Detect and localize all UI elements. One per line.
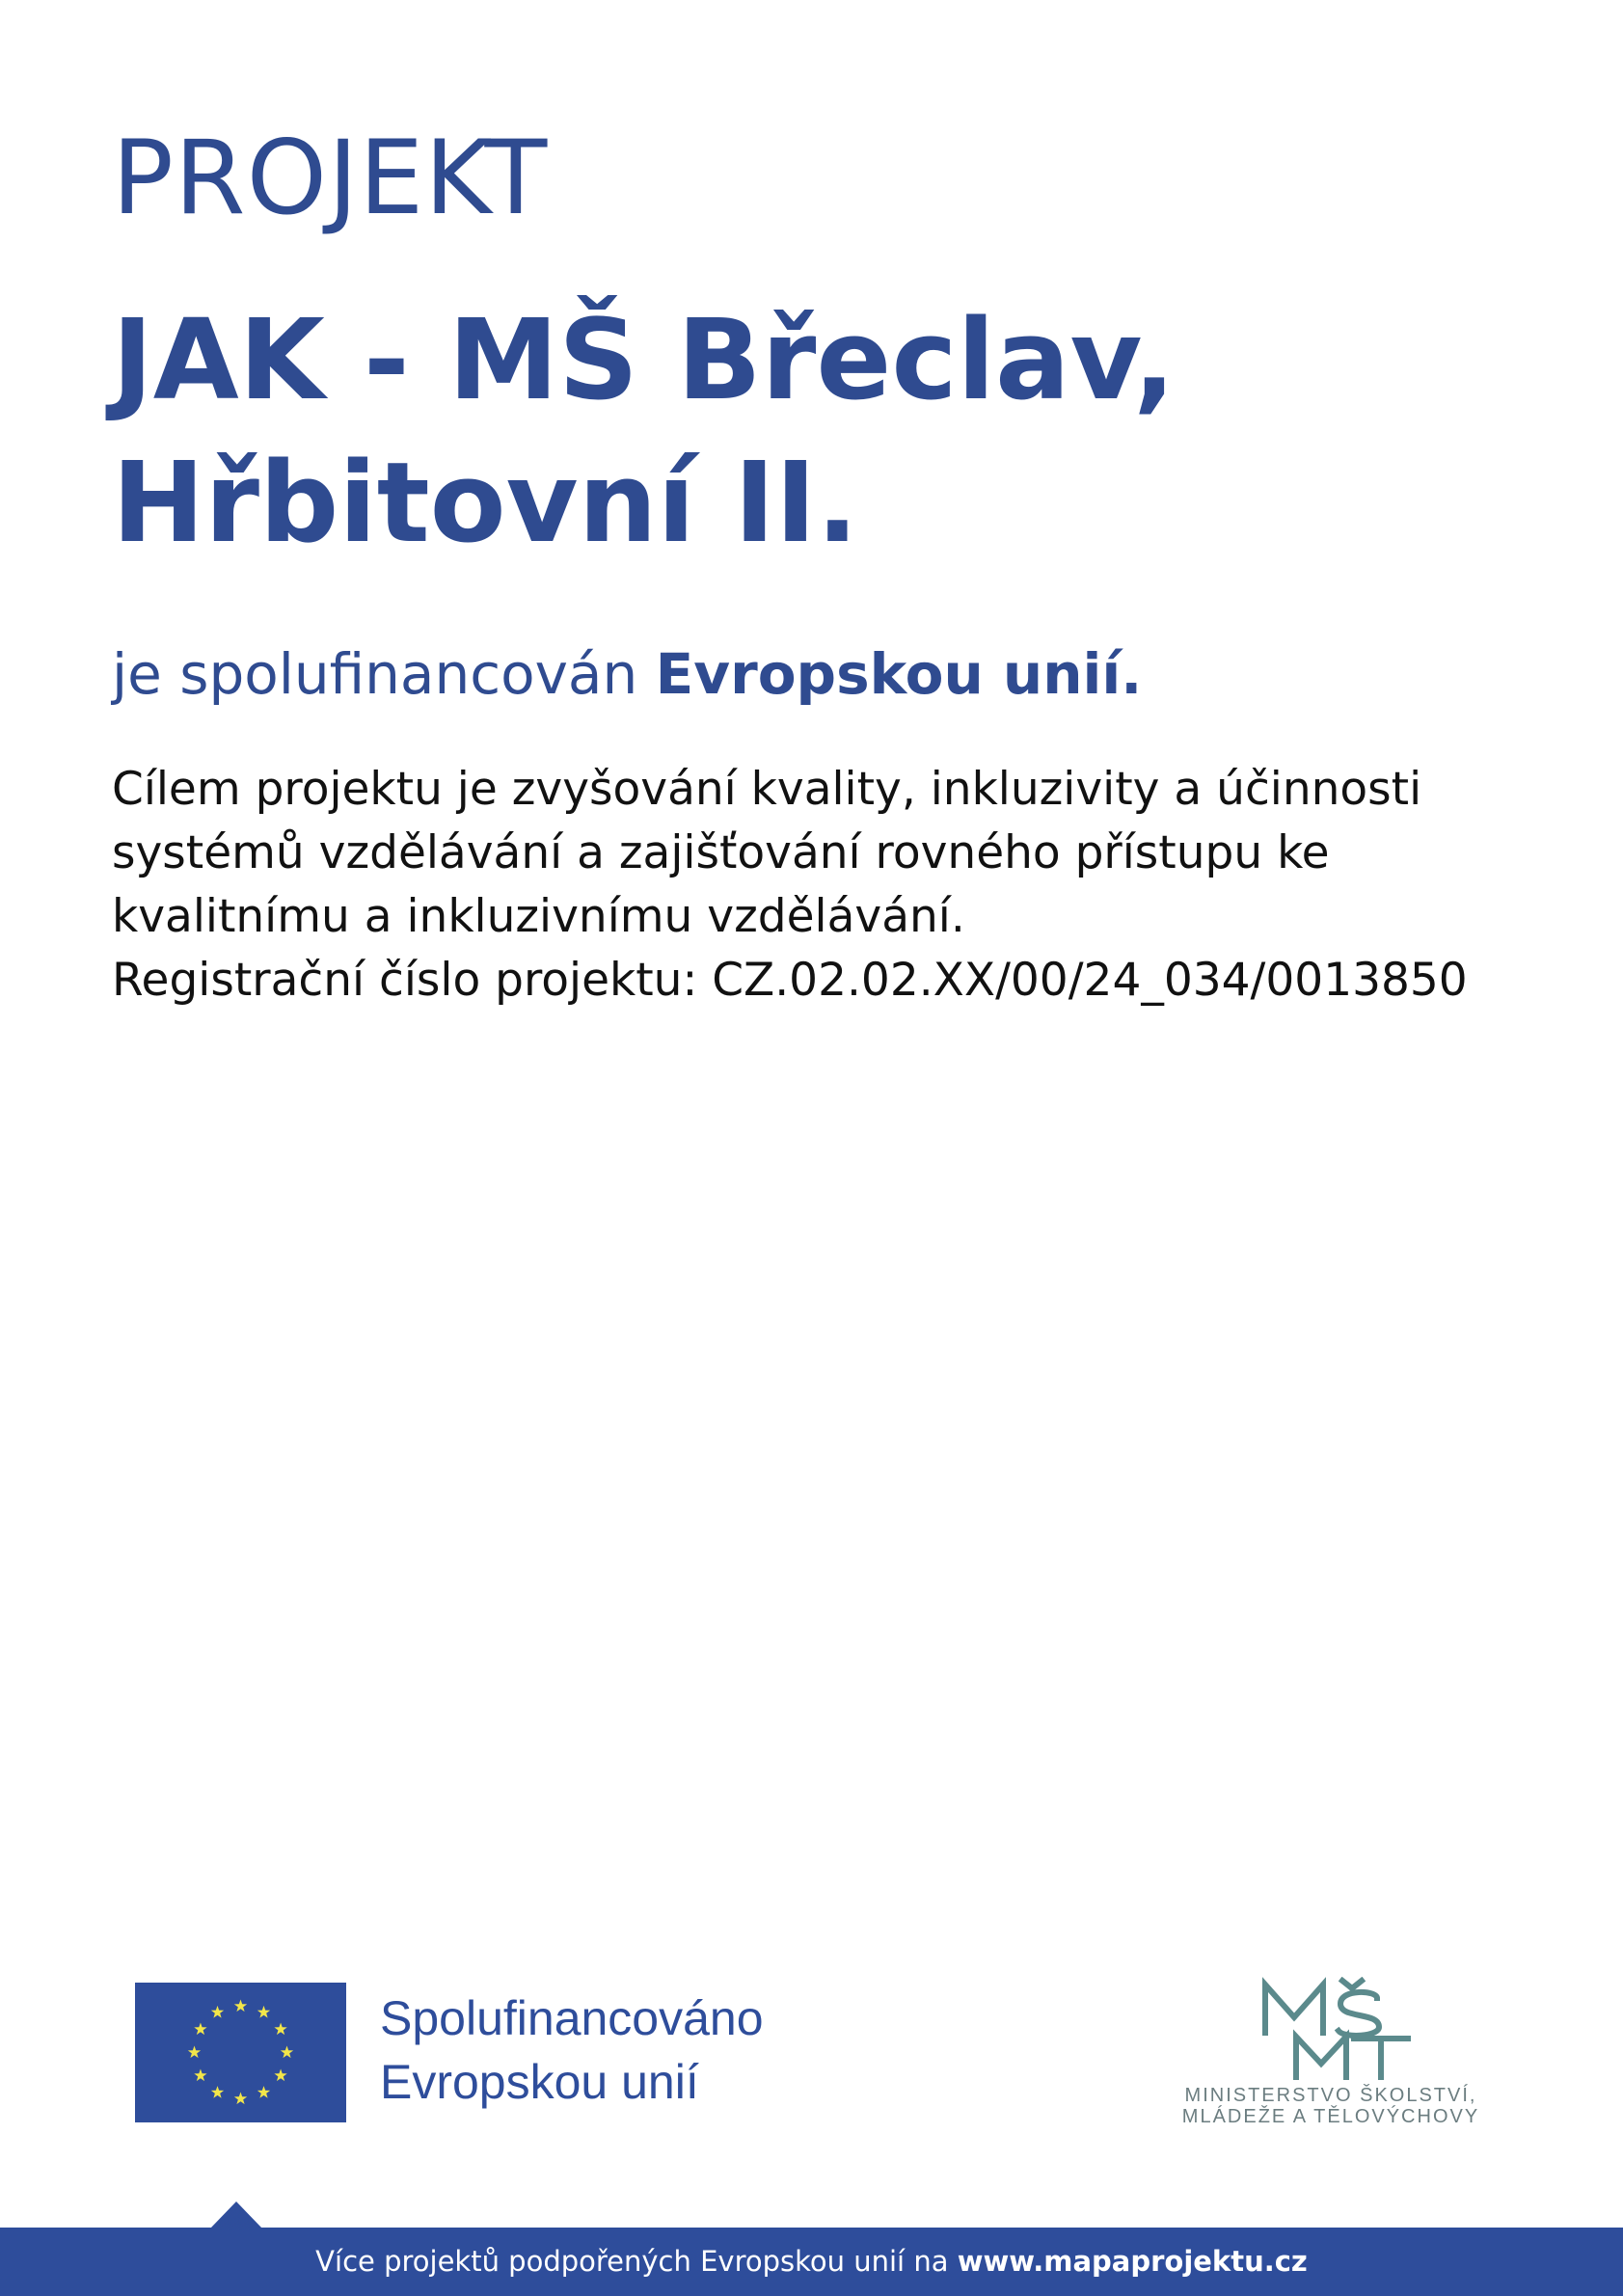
msmt-logo-text: [1109, 2085, 1553, 2127]
project-title: [112, 289, 1520, 575]
eu-flag-icon: [135, 1983, 346, 2122]
cofinanced-statement: [112, 640, 1142, 708]
msmt-name-line-2: MLÁDEŽE A TĚLOVÝCHOVY: [1181, 2106, 1480, 2127]
cofinanced-by: Evropskou unií.: [655, 641, 1143, 707]
msmt-logo-icon: [1254, 1977, 1418, 2083]
project-description: [112, 758, 1539, 1013]
description-line: systémů vzdělávání a zajišťování rovného přístupu ke: [112, 826, 1330, 879]
msmt-name-line-1: MINISTERSTVO ŠKOLSTVÍ,: [1184, 2085, 1477, 2106]
description-line: kvalitnímu a inkluzivnímu vzdělávání.: [112, 890, 965, 943]
footer-link[interactable]: www.mapaprojektu.cz: [957, 2245, 1308, 2278]
cofinanced-prefix: je spolufinancován: [112, 641, 656, 707]
footer-text: Více projektů podpořených Evropskou unií na: [315, 2245, 958, 2278]
registration-number: Registrační číslo projektu: CZ.02.02.XX/00/24_034/0013850: [112, 954, 1468, 1007]
description-line: Cílem projektu je zvyšování kvality, inkluzivity a účinnosti: [112, 763, 1422, 816]
footer-bar: [0, 2228, 1623, 2296]
eu-logo-line-2: Evropskou unií: [380, 2055, 699, 2109]
eu-logo-line-1: Spolufinancováno: [380, 1991, 764, 2045]
poster-kicker: PROJEKT: [112, 119, 549, 237]
eu-cofinanced-logo-text: [380, 1986, 764, 2114]
project-title-line-1: JAK - MŠ Břeclav,: [112, 296, 1176, 425]
project-title-line-2: Hřbitovní II.: [112, 439, 859, 568]
footer-notch: [210, 2201, 262, 2228]
